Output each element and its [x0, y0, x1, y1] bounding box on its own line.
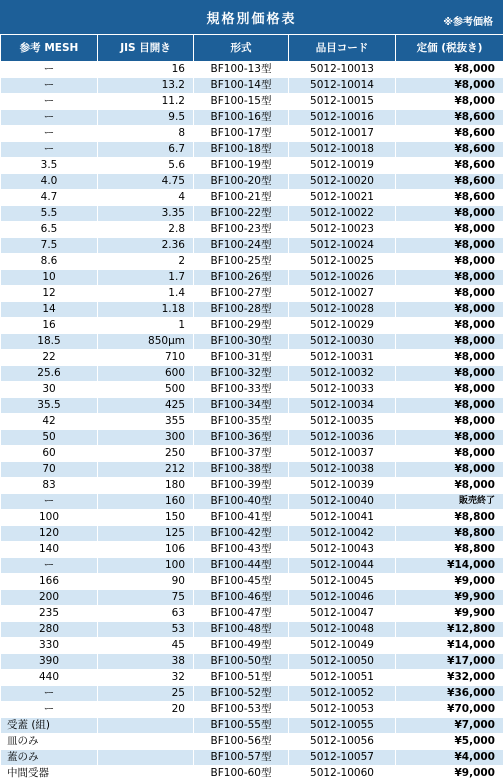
model-cell: BF100-20型 — [194, 174, 289, 190]
code-cell: 5012-10030 — [289, 334, 396, 350]
jis-cell: 2.8 — [98, 222, 194, 238]
price-cell: ¥8,600 — [396, 126, 503, 142]
mesh-cell: 50 — [1, 430, 98, 446]
code-cell: 5012-10028 — [289, 302, 396, 318]
table-row — [1, 750, 503, 766]
price-cell: ¥8,800 — [396, 526, 503, 542]
code-cell: 5012-10043 — [289, 542, 396, 558]
mesh-cell: ー — [1, 126, 98, 142]
model-cell: BF100-13型 — [194, 62, 289, 78]
price-cell: ¥8,000 — [396, 238, 503, 254]
code-cell: 5012-10055 — [289, 718, 396, 734]
mesh-cell: 440 — [1, 670, 98, 686]
jis-cell — [98, 734, 194, 750]
code-cell: 5012-10031 — [289, 350, 396, 366]
code-cell: 5012-10029 — [289, 318, 396, 334]
model-cell: BF100-35型 — [194, 414, 289, 430]
table-body — [1, 62, 503, 782]
price-cell: ¥8,000 — [396, 350, 503, 366]
jis-cell: 32 — [98, 670, 194, 686]
table-row — [1, 174, 503, 190]
mesh-cell: 6.5 — [1, 222, 98, 238]
jis-cell: 90 — [98, 574, 194, 590]
code-cell: 5012-10050 — [289, 654, 396, 670]
price-cell: ¥14,000 — [396, 638, 503, 654]
mesh-cell: ー — [1, 62, 98, 78]
model-cell: BF100-25型 — [194, 254, 289, 270]
table-row — [1, 318, 503, 334]
jis-cell: 425 — [98, 398, 194, 414]
jis-cell — [98, 718, 194, 734]
price-cell: ¥14,000 — [396, 558, 503, 574]
table-row — [1, 286, 503, 302]
table-row — [1, 126, 503, 142]
model-cell: BF100-27型 — [194, 286, 289, 302]
code-cell: 5012-10034 — [289, 398, 396, 414]
price-cell: ¥8,000 — [396, 414, 503, 430]
jis-cell: 2.36 — [98, 238, 194, 254]
code-cell: 5012-10016 — [289, 110, 396, 126]
table-row — [1, 398, 503, 414]
jis-cell: 1.7 — [98, 270, 194, 286]
mesh-cell: 5.5 — [1, 206, 98, 222]
mesh-cell: 200 — [1, 590, 98, 606]
table-row — [1, 334, 503, 350]
table-row — [1, 222, 503, 238]
mesh-cell: 7.5 — [1, 238, 98, 254]
model-cell: BF100-50型 — [194, 654, 289, 670]
model-cell: BF100-14型 — [194, 78, 289, 94]
mesh-cell: 140 — [1, 542, 98, 558]
price-cell: ¥9,900 — [396, 606, 503, 622]
code-cell: 5012-10052 — [289, 686, 396, 702]
model-cell: BF100-55型 — [194, 718, 289, 734]
code-cell: 5012-10018 — [289, 142, 396, 158]
code-cell: 5012-10022 — [289, 206, 396, 222]
model-cell: BF100-38型 — [194, 462, 289, 478]
code-cell: 5012-10047 — [289, 606, 396, 622]
price-cell: ¥8,800 — [396, 542, 503, 558]
jis-cell: 4.75 — [98, 174, 194, 190]
code-cell: 5012-10044 — [289, 558, 396, 574]
table-row — [1, 446, 503, 462]
mesh-cell: 70 — [1, 462, 98, 478]
jis-cell — [98, 750, 194, 766]
mesh-cell: 22 — [1, 350, 98, 366]
code-cell: 5012-10056 — [289, 734, 396, 750]
price-cell: ¥8,000 — [396, 398, 503, 414]
jis-cell: 2 — [98, 254, 194, 270]
jis-cell: 100 — [98, 558, 194, 574]
mesh-cell: ー — [1, 686, 98, 702]
mesh-cell: 受蓋 (組) — [1, 718, 98, 734]
price-cell: ¥4,000 — [396, 750, 503, 766]
jis-cell: 3.35 — [98, 206, 194, 222]
mesh-cell: 25.6 — [1, 366, 98, 382]
table-row — [1, 430, 503, 446]
model-cell: BF100-30型 — [194, 334, 289, 350]
price-cell: ¥36,000 — [396, 686, 503, 702]
model-cell: BF100-23型 — [194, 222, 289, 238]
table-row — [1, 478, 503, 494]
price-cell: ¥8,000 — [396, 254, 503, 270]
price-cell: ¥8,000 — [396, 462, 503, 478]
jis-cell: 9.5 — [98, 110, 194, 126]
table-row — [1, 558, 503, 574]
code-cell: 5012-10041 — [289, 510, 396, 526]
price-cell: ¥8,000 — [396, 206, 503, 222]
price-cell: ¥8,600 — [396, 190, 503, 206]
table-row — [1, 526, 503, 542]
mesh-cell: ー — [1, 702, 98, 718]
jis-cell: 500 — [98, 382, 194, 398]
price-cell: ¥8,000 — [396, 478, 503, 494]
jis-cell: 160 — [98, 494, 194, 510]
table-row — [1, 254, 503, 270]
jis-cell: 16 — [98, 62, 194, 78]
table-row — [1, 670, 503, 686]
table-row — [1, 622, 503, 638]
jis-cell: 1.18 — [98, 302, 194, 318]
mesh-cell: 390 — [1, 654, 98, 670]
mesh-cell: ー — [1, 558, 98, 574]
mesh-cell: ー — [1, 110, 98, 126]
jis-cell: 8 — [98, 126, 194, 142]
model-cell: BF100-43型 — [194, 542, 289, 558]
table-row — [1, 78, 503, 94]
jis-cell: 250 — [98, 446, 194, 462]
jis-cell: 1.4 — [98, 286, 194, 302]
table-row — [1, 414, 503, 430]
model-cell: BF100-29型 — [194, 318, 289, 334]
mesh-cell: 100 — [1, 510, 98, 526]
jis-cell: 150 — [98, 510, 194, 526]
code-cell: 5012-10017 — [289, 126, 396, 142]
model-cell: BF100-39型 — [194, 478, 289, 494]
mesh-cell: 120 — [1, 526, 98, 542]
model-cell: BF100-41型 — [194, 510, 289, 526]
table-row — [1, 206, 503, 222]
table-row — [1, 302, 503, 318]
model-cell: BF100-57型 — [194, 750, 289, 766]
mesh-cell: 166 — [1, 574, 98, 590]
table-title: 規格別価格表 — [0, 8, 503, 27]
price-cell: ¥8,600 — [396, 158, 503, 174]
table-row — [1, 158, 503, 174]
code-cell: 5012-10019 — [289, 158, 396, 174]
code-cell: 5012-10045 — [289, 574, 396, 590]
code-cell: 5012-10037 — [289, 446, 396, 462]
price-cell: ¥8,000 — [396, 302, 503, 318]
code-cell: 5012-10049 — [289, 638, 396, 654]
mesh-cell: ー — [1, 494, 98, 510]
mesh-cell: 8.6 — [1, 254, 98, 270]
code-cell: 5012-10040 — [289, 494, 396, 510]
jis-cell: 11.2 — [98, 94, 194, 110]
price-cell: ¥12,800 — [396, 622, 503, 638]
price-cell: ¥17,000 — [396, 654, 503, 670]
price-cell: ¥8,000 — [396, 318, 503, 334]
table-row — [1, 590, 503, 606]
model-cell: BF100-22型 — [194, 206, 289, 222]
code-cell: 5012-10039 — [289, 478, 396, 494]
code-cell: 5012-10020 — [289, 174, 396, 190]
model-cell: BF100-26型 — [194, 270, 289, 286]
code-cell: 5012-10035 — [289, 414, 396, 430]
model-cell: BF100-42型 — [194, 526, 289, 542]
price-cell: ¥8,600 — [396, 110, 503, 126]
jis-cell: 710 — [98, 350, 194, 366]
model-cell: BF100-21型 — [194, 190, 289, 206]
table-row — [1, 718, 503, 734]
price-cell: ¥7,000 — [396, 718, 503, 734]
table-row — [1, 510, 503, 526]
price-cell: ¥8,800 — [396, 510, 503, 526]
code-cell: 5012-10053 — [289, 702, 396, 718]
code-cell: 5012-10023 — [289, 222, 396, 238]
jis-cell: 45 — [98, 638, 194, 654]
table-row — [1, 366, 503, 382]
table-row — [1, 654, 503, 670]
price-cell: ¥32,000 — [396, 670, 503, 686]
mesh-cell: 3.5 — [1, 158, 98, 174]
price-cell: ¥8,000 — [396, 94, 503, 110]
table-header-row — [1, 35, 503, 62]
table-row — [1, 638, 503, 654]
table-row — [1, 734, 503, 750]
model-cell: BF100-40型 — [194, 494, 289, 510]
model-cell: BF100-46型 — [194, 590, 289, 606]
price-cell: ¥8,000 — [396, 270, 503, 286]
jis-cell: 38 — [98, 654, 194, 670]
table-row — [1, 142, 503, 158]
col-header-model: 形式 — [194, 35, 289, 62]
table-row — [1, 382, 503, 398]
model-cell: BF100-49型 — [194, 638, 289, 654]
mesh-cell: 10 — [1, 270, 98, 286]
jis-cell: 63 — [98, 606, 194, 622]
price-cell: ¥8,000 — [396, 286, 503, 302]
mesh-cell: 14 — [1, 302, 98, 318]
model-cell: BF100-31型 — [194, 350, 289, 366]
mesh-cell: 16 — [1, 318, 98, 334]
table-row — [1, 94, 503, 110]
table-row — [1, 110, 503, 126]
model-cell: BF100-56型 — [194, 734, 289, 750]
jis-cell: 75 — [98, 590, 194, 606]
mesh-cell: 330 — [1, 638, 98, 654]
jis-cell: 212 — [98, 462, 194, 478]
mesh-cell: 皿のみ — [1, 734, 98, 750]
col-header-mesh: 参考 MESH — [1, 35, 98, 62]
code-cell: 5012-10021 — [289, 190, 396, 206]
code-cell: 5012-10036 — [289, 430, 396, 446]
model-cell: BF100-48型 — [194, 622, 289, 638]
code-cell: 5012-10013 — [289, 62, 396, 78]
table-row — [1, 766, 503, 782]
col-header-jis: JIS 目開き — [98, 35, 194, 62]
price-cell: ¥8,000 — [396, 382, 503, 398]
code-cell: 5012-10048 — [289, 622, 396, 638]
price-cell: ¥9,000 — [396, 574, 503, 590]
jis-cell: 20 — [98, 702, 194, 718]
jis-cell: 1 — [98, 318, 194, 334]
jis-cell: 106 — [98, 542, 194, 558]
code-cell: 5012-10024 — [289, 238, 396, 254]
jis-cell: 13.2 — [98, 78, 194, 94]
mesh-cell: 60 — [1, 446, 98, 462]
price-cell: ¥8,600 — [396, 142, 503, 158]
price-cell: ¥8,600 — [396, 174, 503, 190]
price-cell: ¥9,900 — [396, 590, 503, 606]
model-cell: BF100-36型 — [194, 430, 289, 446]
jis-cell: 180 — [98, 478, 194, 494]
mesh-cell: ー — [1, 78, 98, 94]
reference-price-note: ※参考価格 — [443, 13, 493, 28]
price-cell: ¥8,000 — [396, 366, 503, 382]
model-cell: BF100-45型 — [194, 574, 289, 590]
model-cell: BF100-18型 — [194, 142, 289, 158]
code-cell: 5012-10027 — [289, 286, 396, 302]
price-cell: ¥5,000 — [396, 734, 503, 750]
price-cell: 販売終了 — [396, 494, 503, 510]
table-row — [1, 702, 503, 718]
model-cell: BF100-33型 — [194, 382, 289, 398]
code-cell: 5012-10033 — [289, 382, 396, 398]
table-row — [1, 462, 503, 478]
model-cell: BF100-28型 — [194, 302, 289, 318]
price-cell: ¥8,000 — [396, 334, 503, 350]
model-cell: BF100-60型 — [194, 766, 289, 782]
title-bar — [0, 0, 503, 34]
mesh-cell: 280 — [1, 622, 98, 638]
mesh-cell: 12 — [1, 286, 98, 302]
code-cell: 5012-10038 — [289, 462, 396, 478]
mesh-cell: 83 — [1, 478, 98, 494]
jis-cell: 25 — [98, 686, 194, 702]
price-cell: ¥8,000 — [396, 222, 503, 238]
mesh-cell: 18.5 — [1, 334, 98, 350]
model-cell: BF100-51型 — [194, 670, 289, 686]
table-row — [1, 238, 503, 254]
code-cell: 5012-10051 — [289, 670, 396, 686]
price-cell: ¥8,000 — [396, 78, 503, 94]
price-cell: ¥70,000 — [396, 702, 503, 718]
table-row — [1, 574, 503, 590]
price-cell: ¥8,000 — [396, 62, 503, 78]
jis-cell — [98, 766, 194, 782]
jis-cell: 125 — [98, 526, 194, 542]
price-cell: ¥8,000 — [396, 430, 503, 446]
mesh-cell: 4.7 — [1, 190, 98, 206]
jis-cell: 53 — [98, 622, 194, 638]
code-cell: 5012-10015 — [289, 94, 396, 110]
price-cell: ¥9,000 — [396, 766, 503, 782]
price-table — [0, 34, 503, 782]
table-row — [1, 542, 503, 558]
model-cell: BF100-24型 — [194, 238, 289, 254]
table-row — [1, 494, 503, 510]
table-row — [1, 270, 503, 286]
code-cell: 5012-10014 — [289, 78, 396, 94]
code-cell: 5012-10060 — [289, 766, 396, 782]
mesh-cell: ー — [1, 94, 98, 110]
col-header-price: 定価 (税抜き) — [396, 35, 503, 62]
model-cell: BF100-47型 — [194, 606, 289, 622]
jis-cell: 6.7 — [98, 142, 194, 158]
mesh-cell: 30 — [1, 382, 98, 398]
model-cell: BF100-44型 — [194, 558, 289, 574]
table-row — [1, 62, 503, 78]
model-cell: BF100-15型 — [194, 94, 289, 110]
mesh-cell: 35.5 — [1, 398, 98, 414]
jis-cell: 5.6 — [98, 158, 194, 174]
table-row — [1, 606, 503, 622]
table-row — [1, 190, 503, 206]
model-cell: BF100-34型 — [194, 398, 289, 414]
model-cell: BF100-16型 — [194, 110, 289, 126]
code-cell: 5012-10057 — [289, 750, 396, 766]
col-header-code: 品目コード — [289, 35, 396, 62]
jis-cell: 4 — [98, 190, 194, 206]
model-cell: BF100-53型 — [194, 702, 289, 718]
model-cell: BF100-52型 — [194, 686, 289, 702]
mesh-cell: 蓋のみ — [1, 750, 98, 766]
model-cell: BF100-32型 — [194, 366, 289, 382]
mesh-cell: 中間受器 — [1, 766, 98, 782]
mesh-cell: 4.0 — [1, 174, 98, 190]
mesh-cell: 42 — [1, 414, 98, 430]
jis-cell: 355 — [98, 414, 194, 430]
jis-cell: 850μm — [98, 334, 194, 350]
model-cell: BF100-37型 — [194, 446, 289, 462]
code-cell: 5012-10046 — [289, 590, 396, 606]
code-cell: 5012-10032 — [289, 366, 396, 382]
code-cell: 5012-10042 — [289, 526, 396, 542]
table-row — [1, 350, 503, 366]
code-cell: 5012-10025 — [289, 254, 396, 270]
mesh-cell: 235 — [1, 606, 98, 622]
mesh-cell: ー — [1, 142, 98, 158]
price-cell: ¥8,000 — [396, 446, 503, 462]
jis-cell: 600 — [98, 366, 194, 382]
model-cell: BF100-19型 — [194, 158, 289, 174]
jis-cell: 300 — [98, 430, 194, 446]
code-cell: 5012-10026 — [289, 270, 396, 286]
model-cell: BF100-17型 — [194, 126, 289, 142]
table-row — [1, 686, 503, 702]
